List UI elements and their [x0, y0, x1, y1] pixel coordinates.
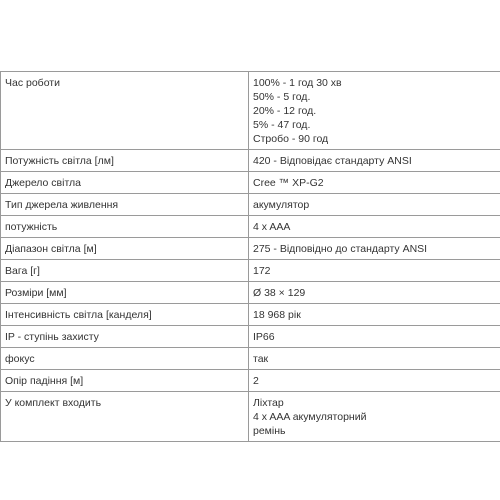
spec-value	[249, 72, 500, 150]
spec-value-line: Cree ™ XP-G2	[253, 177, 324, 189]
spec-row	[1, 172, 500, 194]
spec-key: Розміри [мм]	[1, 282, 249, 304]
spec-value-line: Ліхтар	[253, 397, 284, 409]
spec-value-line: 50% - 5 год.	[253, 91, 311, 103]
spec-row	[1, 150, 500, 172]
spec-table	[0, 71, 500, 442]
spec-key: Діапазон світла [м]	[1, 238, 249, 260]
spec-row	[1, 72, 500, 150]
spec-value	[249, 172, 500, 194]
spec-key: Тип джерела живлення	[1, 194, 249, 216]
spec-value-line: 18 968 рік	[253, 309, 301, 321]
spec-value	[249, 260, 500, 282]
spec-value-line: 172	[253, 265, 271, 277]
spec-value	[249, 304, 500, 326]
spec-value-line: 275 - Відповідно до стандарту ANSI	[253, 243, 428, 255]
spec-row	[1, 326, 500, 348]
spec-value-line: 100% - 1 год 30 хв	[253, 77, 342, 89]
spec-value	[249, 216, 500, 238]
spec-value-line: 5% - 47 год.	[253, 119, 311, 131]
spec-key: У комплект входить	[1, 392, 249, 442]
spec-value-line: 420 - Відповідає стандарту ANSI	[253, 155, 412, 167]
spec-value-line: 4 x AAA	[253, 221, 291, 233]
spec-table-body	[1, 72, 500, 442]
spec-value	[249, 150, 500, 172]
spec-key: IP - ступінь захисту	[1, 326, 249, 348]
spec-value	[249, 370, 500, 392]
spec-row	[1, 238, 500, 260]
spec-key: фокус	[1, 348, 249, 370]
spec-value-line: ремінь	[253, 425, 286, 437]
spec-row	[1, 348, 500, 370]
spec-row	[1, 216, 500, 238]
spec-value-line: IP66	[253, 331, 275, 343]
spec-value	[249, 282, 500, 304]
spec-value-line: Ø 38 × 129	[253, 287, 306, 299]
spec-value-line: 4 x AAA акумуляторний	[253, 411, 367, 423]
spec-key: Опір падіння [м]	[1, 370, 249, 392]
spec-value	[249, 238, 500, 260]
spec-value	[249, 392, 500, 442]
spec-value-line: 2	[253, 375, 259, 387]
spec-value	[249, 348, 500, 370]
spec-key: Джерело світла	[1, 172, 249, 194]
spec-value-line: Стробо - 90 год	[253, 133, 329, 145]
spec-row	[1, 260, 500, 282]
spec-key: Час роботи	[1, 72, 249, 150]
spec-row	[1, 370, 500, 392]
spec-row	[1, 282, 500, 304]
spec-row	[1, 194, 500, 216]
spec-value	[249, 194, 500, 216]
spec-value-line: 20% - 12 год.	[253, 105, 317, 117]
spec-row	[1, 392, 500, 442]
spec-key: Потужність світла [лм]	[1, 150, 249, 172]
spec-key: Інтенсивність світла [канделя]	[1, 304, 249, 326]
spec-value-line: акумулятор	[253, 199, 310, 211]
spec-key: Вага [г]	[1, 260, 249, 282]
spec-key: потужність	[1, 216, 249, 238]
spec-value	[249, 326, 500, 348]
spec-row	[1, 304, 500, 326]
spec-value-line: так	[253, 353, 269, 365]
